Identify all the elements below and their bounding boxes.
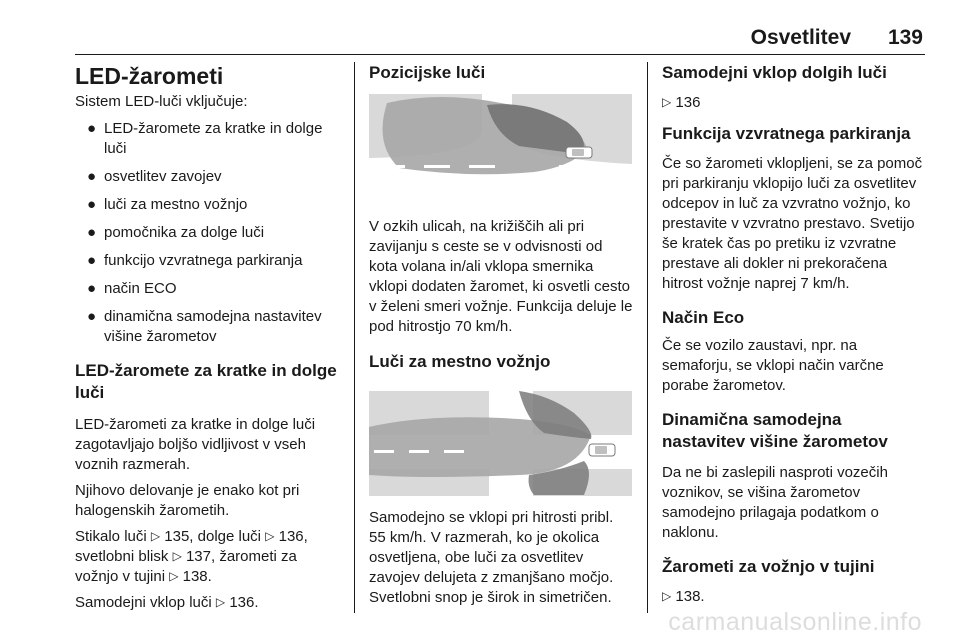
cross-reference-paragraph [662, 93, 926, 113]
list-item-text: LED-žaromete za kratke in dolge luči [104, 120, 323, 157]
list-item [75, 223, 340, 243]
column-3 [662, 62, 926, 607]
ref-text: 136 [675, 94, 701, 111]
paragraph: Da ne bi zaslepili nasproti vozečih voznikov, se višina žarometov samodejno prilagaja podatkom o naklonu. [662, 464, 888, 541]
column-divider-2 [647, 62, 648, 613]
feature-list [75, 119, 340, 347]
paragraph: Samodejno se vklopi pri hitrosti pribl. 55 km/h. V razmerah, ko je okolica osvetljena, obe luči za osvetlitev zavojev delujeta z zmanjšano močjo. Svetlobni snop je širok in simetričen. [369, 509, 614, 606]
cornering-light-illustration [369, 94, 632, 199]
subsection-heading: LED-žaromete za kratke in dolge luči [75, 361, 337, 402]
bullet-icon: ● [87, 308, 97, 325]
column-2 [369, 62, 633, 608]
car-icon [589, 444, 615, 456]
paragraph: Njihovo delovanje je enako kot pri halogenskih žarometih. [75, 482, 300, 519]
cross-reference-paragraph [75, 593, 340, 613]
ref-text: 138. [182, 568, 212, 585]
bullet-icon: ● [87, 224, 97, 241]
page-header [75, 26, 923, 48]
watermark: carmanualsonline.info [668, 608, 922, 636]
ref-text: 136, svetlobni blisk [75, 528, 308, 565]
ref-text: Stikalo luči [75, 528, 147, 545]
list-item [75, 307, 340, 347]
car-icon [566, 147, 592, 158]
cross-reference-paragraph [662, 587, 926, 607]
list-item [75, 279, 340, 299]
bullet-icon: ● [87, 168, 97, 185]
page-arrow-icon: ▷ [150, 529, 161, 543]
section-heading: Način Eco [662, 308, 745, 327]
column-divider-1 [354, 62, 355, 613]
list-item [75, 195, 340, 215]
bullet-icon: ● [87, 280, 97, 297]
section-heading: Dinamična samodejna nastavitev višine žarometov [662, 410, 888, 451]
page-arrow-icon: ▷ [265, 529, 275, 543]
list-item [75, 251, 340, 271]
bullet-icon: ● [87, 252, 97, 269]
page-arrow-icon: ▷ [662, 95, 672, 109]
bullet-icon: ● [87, 196, 97, 213]
section-heading: Luči za mestno vožnjo [369, 352, 551, 371]
list-item [75, 167, 340, 187]
column-1 [75, 62, 340, 613]
section-heading: LED-žarometi [75, 63, 224, 89]
list-item-text: luči za mestno vožnjo [104, 196, 248, 213]
list-item [75, 119, 340, 159]
page-arrow-icon: ▷ [662, 589, 672, 603]
list-item-text: osvetlitev zavojev [104, 168, 222, 185]
list-item-text: način ECO [104, 280, 177, 297]
town-light-illustration [369, 391, 632, 496]
section-heading: Žarometi za vožnjo v tujini [662, 557, 875, 576]
ref-text: 137, žarometi za vožnjo v tujini [75, 548, 297, 585]
section-heading: Funkcija vzvratnega parkiranja [662, 124, 911, 143]
ref-text: 138. [675, 588, 705, 605]
paragraph: V ozkih ulicah, na križiščih ali pri zavijanju s ceste se v odvisnosti od kota volana in/ali vklopa smernika vklopi dodaten žaromet, ki osvetli cesto v želeni smeri vožnje. Funkcija deluje le pod hitrostjo 70 km/h. [369, 218, 633, 335]
section-heading: Samodejni vklop dolgih luči [662, 63, 887, 82]
bullet-icon: ● [87, 120, 97, 137]
ref-text: Samodejni vklop luči [75, 594, 212, 611]
page-arrow-icon: ▷ [169, 569, 179, 583]
header-title: Osvetlitev [750, 26, 851, 49]
ref-text: 136. [229, 594, 259, 611]
section-heading: Pozicijske luči [369, 63, 486, 82]
intro-text: Sistem LED-luči vključuje: [75, 93, 248, 110]
paragraph: LED-žarometi za kratke in dolge luči zagotavljajo boljšo vidljivost v vseh voznih razmerah. [75, 416, 316, 473]
ref-text: 135, dolge luči [164, 528, 262, 545]
paragraph: Če se vozilo zaustavi, npr. na semaforju, se vklopi način varčne porabe žarometov. [662, 337, 884, 394]
header-rule [75, 54, 925, 55]
paragraph: Če so žarometi vklopljeni, se za pomoč pri parkiranju vklopijo luči za osvetlitev odcepov in luč za vzvratno vožnjo, ko prestavite v vzvratno prestavo. Svetijo še kratek čas po pretiku iz vzvratne prestave ali dokler ni prekoračena hitrost vožnje naprej 7 km/h. [662, 155, 923, 292]
list-item-text: pomočnika za dolge luči [104, 224, 265, 241]
page-arrow-icon: ▷ [215, 595, 226, 609]
list-item-text: funkcijo vzvratnega parkiranja [104, 252, 303, 269]
list-item-text: dinamična samodejna nastavitev višine žarometov [104, 308, 322, 345]
page-arrow-icon: ▷ [172, 549, 182, 563]
page-number: 139 [887, 26, 923, 49]
cross-reference-paragraph [75, 527, 340, 587]
